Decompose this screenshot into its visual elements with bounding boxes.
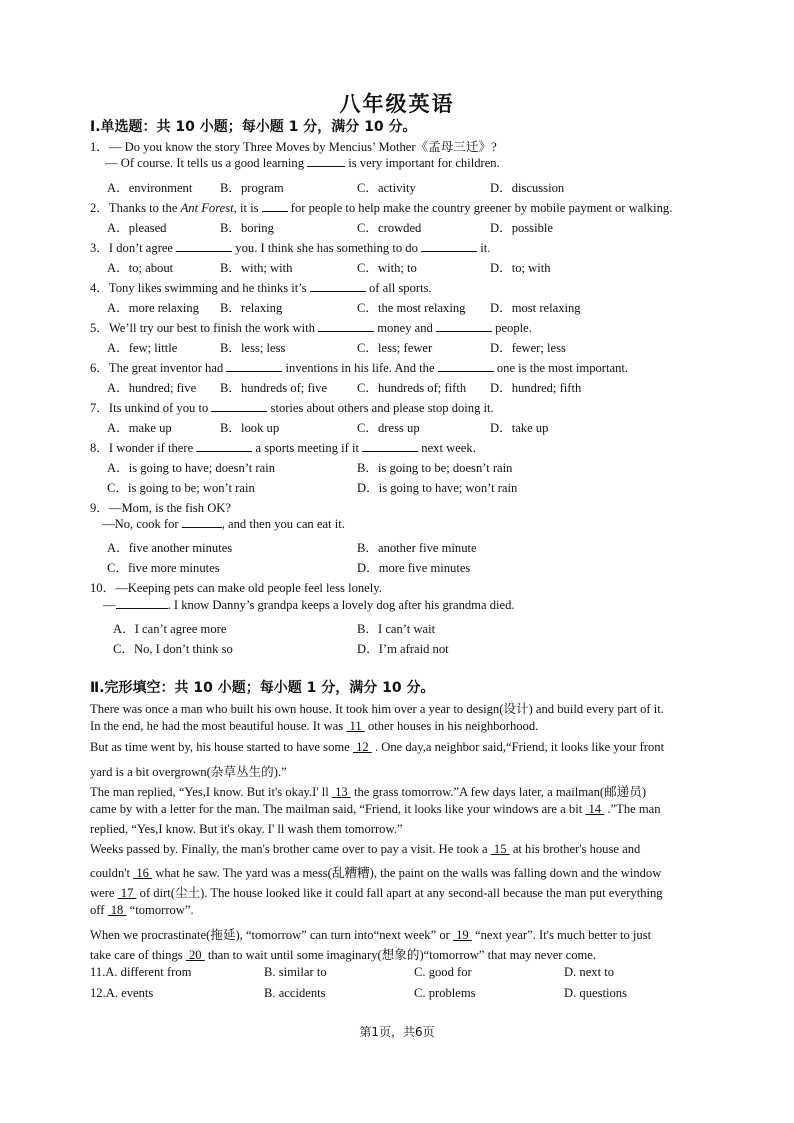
- blank: [318, 331, 374, 332]
- blank-11: 11: [346, 719, 365, 733]
- blank-12: 12: [352, 740, 372, 754]
- blank: [421, 251, 477, 252]
- question-9: 9．—Mom, is the fish OK?: [90, 501, 231, 515]
- blank: [262, 211, 288, 212]
- option: D．is going to have; won’t rain: [357, 481, 518, 495]
- option: B．boring: [220, 221, 274, 235]
- passage-line: The man replied, “Yes,I know. But it's okay.I' ll 13 the grass tomorrow.”A few days later, a mailman(邮递员): [90, 785, 647, 799]
- blank: [307, 166, 345, 167]
- option: D．most relaxing: [490, 301, 581, 315]
- option: B. similar to: [264, 965, 327, 979]
- section-1-heading: Ⅰ.单选题：共 10 小题；每小题 1 分，满分 10 分。: [90, 119, 417, 135]
- page-title: 八年级英语: [339, 92, 455, 116]
- blank: [196, 451, 252, 452]
- option: A．environment: [107, 181, 193, 195]
- passage-line: yard is a bit overgrown(杂草丛生的).”: [90, 765, 287, 779]
- option: C．with; to: [357, 261, 417, 275]
- option: C．is going to be; won’t rain: [107, 481, 255, 495]
- option: C．five more minutes: [107, 561, 220, 575]
- option: C．crowded: [357, 221, 422, 235]
- question-1-reply: — Of course. It tells us a good learning is very important for children.: [105, 156, 500, 170]
- option: C. good for: [414, 965, 472, 979]
- section-2-heading: Ⅱ.完形填空：共 10 小题；每小题 1 分，满分 10 分。: [90, 680, 435, 696]
- option: B．hundreds of; five: [220, 381, 328, 395]
- option: D．possible: [490, 221, 553, 235]
- blank-15: 15: [490, 842, 510, 856]
- option: C. problems: [414, 986, 476, 1000]
- option: A．to; about: [107, 261, 174, 275]
- option: D．take up: [490, 421, 549, 435]
- blank: [116, 608, 168, 609]
- option: D．more five minutes: [357, 561, 471, 575]
- passage-line: But as time went by, his house started to have some 12 . One day,a neighbor said,“Friend, it looks like your front: [90, 740, 665, 754]
- option: B．look up: [220, 421, 280, 435]
- option: A．pleased: [107, 221, 167, 235]
- option: D．hundred; fifth: [490, 381, 582, 395]
- blank: [438, 371, 494, 372]
- blank: [182, 527, 222, 528]
- option: B．with; with: [220, 261, 293, 275]
- question-7: 7．Its unkind of you to stories about others and please stop doing it.: [90, 401, 494, 415]
- option: A．hundred; five: [107, 381, 197, 395]
- answer-12-row: 12.A. events: [90, 986, 154, 1000]
- question-3: 3．I don’t agree you. I think she has something to do it.: [90, 241, 491, 255]
- option: C．less; fewer: [357, 341, 433, 355]
- option: D. questions: [564, 986, 627, 1000]
- passage-line: Weeks passed by. Finally, the man's brother came over to pay a visit. He took a 15 at his brother's house and: [90, 842, 641, 856]
- blank: [211, 411, 267, 412]
- passage-line: In the end, he had the most beautiful house. It was 11 other houses in his neighborhood.: [90, 719, 539, 733]
- passage-line: came by with a letter for the man. The mailman said, “Friend, it looks like your windows are a bit 14 .”The man: [90, 802, 661, 816]
- blank-20: 20: [185, 948, 205, 962]
- option: A．make up: [107, 421, 172, 435]
- option: B．I can’t wait: [357, 622, 436, 636]
- option: B．is going to be; doesn’t rain: [357, 461, 513, 475]
- option: A．few; little: [107, 341, 178, 355]
- option: B．program: [220, 181, 284, 195]
- option: C．hundreds of; fifth: [357, 381, 467, 395]
- blank-14: 14: [585, 802, 605, 816]
- option: D. next to: [564, 965, 615, 979]
- question-2: 2．Thanks to the Ant Forest, it is for people to help make the country greener by mobile payment or walking.: [90, 201, 673, 215]
- passage-line: take care of things 20 than to wait until some imaginary(想象的)“tomorrow” that may never come.: [90, 948, 597, 962]
- blank-17: 17: [117, 886, 137, 900]
- question-9-reply: —No, cook for , and then you can eat it.: [102, 517, 345, 531]
- blank: [310, 291, 366, 292]
- option: A．more relaxing: [107, 301, 199, 315]
- option: C．the most relaxing: [357, 301, 466, 315]
- option: B．less; less: [220, 341, 286, 355]
- blank: [436, 331, 492, 332]
- passage-line: replied, “Yes,I know. But it's okay. I' ll wash them tomorrow.”: [90, 822, 403, 836]
- option: D．I’m afraid not: [357, 642, 449, 656]
- question-1: 1．— Do you know the story Three Moves by Mencius’ Mother《孟母三迁》?: [90, 140, 497, 154]
- blank: [362, 451, 418, 452]
- answer-11-row: 11.A. different from: [90, 965, 192, 979]
- blank-16: 16: [133, 866, 153, 880]
- option: B. accidents: [264, 986, 326, 1000]
- question-10-reply: — . I know Danny’s grandpa keeps a lovely dog after his grandma died.: [103, 598, 515, 612]
- passage-line: were 17 of dirt(尘土). The house looked like it could fall apart at any second-all because the man put everything: [90, 886, 663, 900]
- question-5: 5．We’ll try our best to finish the work with money and people.: [90, 321, 532, 335]
- option: D．fewer; less: [490, 341, 566, 355]
- option: C．activity: [357, 181, 416, 195]
- option: D．discussion: [490, 181, 565, 195]
- blank: [226, 371, 282, 372]
- blank-13: 13: [331, 785, 351, 799]
- option: B．another five minute: [357, 541, 477, 555]
- passage-line: There was once a man who built his own house. It took him over a year to design(设计) and build every part of it.: [90, 702, 664, 716]
- option: D．to; with: [490, 261, 551, 275]
- option: C．dress up: [357, 421, 420, 435]
- question-10: 10．—Keeping pets can make old people feel less lonely.: [90, 581, 382, 595]
- question-8: 8．I wonder if there a sports meeting if it next week.: [90, 441, 476, 455]
- blank: [176, 251, 232, 252]
- question-4: 4．Tony likes swimming and he thinks it’s of all sports.: [90, 281, 432, 295]
- option: A．five another minutes: [107, 541, 233, 555]
- option: A．I can’t agree more: [113, 622, 227, 636]
- passage-line: off 18 “tomorrow”.: [90, 903, 194, 917]
- option: A．is going to have; doesn’t rain: [107, 461, 276, 475]
- blank-18: 18: [107, 903, 127, 917]
- question-6: 6．The great inventor had inventions in his life. And the one is the most important.: [90, 361, 629, 375]
- passage-line: couldn't 16 what he saw. The yard was a mess(乱糟糟), the paint on the walls was falling down and the window: [90, 866, 662, 880]
- passage-line: When we procrastinate(拖延), “tomorrow” can turn into“next week” or 19 “next year”. It's much better to just: [90, 928, 652, 942]
- page-footer: 第1页，共6页: [359, 1025, 435, 1039]
- option: C．No, I don’t think so: [113, 642, 233, 656]
- blank-19: 19: [452, 928, 472, 942]
- option: B．relaxing: [220, 301, 283, 315]
